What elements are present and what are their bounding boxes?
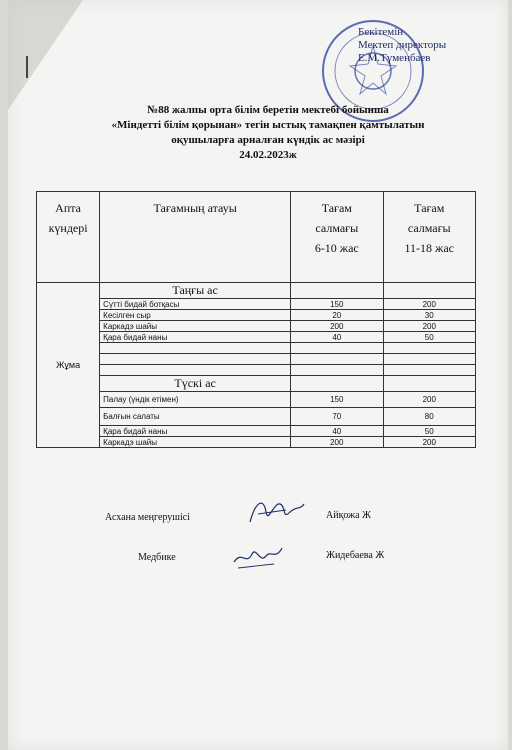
header-day: Апта күндері: [37, 192, 100, 283]
nurse-role: Медбике: [138, 552, 176, 563]
table-row: Палау (үндік етімен) 150 200: [37, 392, 476, 408]
nurse-signature-icon: [230, 540, 286, 574]
document-heading: [78, 103, 458, 163]
table-row: Кесілген сыр 20 30: [37, 310, 476, 321]
lunch-title: Түскі ас: [100, 376, 291, 392]
cook-name: Айқожа Ж: [326, 510, 371, 521]
table-row: Каркадэ шайы 200 200: [37, 321, 476, 332]
cook-role: Асхана меңгерушісі: [105, 512, 190, 523]
margin-mark: [26, 56, 28, 78]
table-row: Балғын салаты 70 80: [37, 408, 476, 426]
cook-signature-icon: [246, 494, 308, 530]
header-weight-6-10: Тағам салмағы 6-10 жас: [291, 192, 383, 283]
document-page: [8, 0, 508, 750]
heading-line-1: №88 жалпы орта білім беретін мектебі бойынша: [147, 104, 389, 116]
day-cell: Жұма: [37, 283, 100, 448]
heading-date: 24.02.2023ж: [239, 149, 297, 161]
table-row: Қара бидай наны 40 50: [37, 332, 476, 343]
empty-row: [37, 343, 476, 354]
table-row: Каркадэ шайы 200 200: [37, 437, 476, 448]
heading-line-2: «Міндетті білім қорынан» тегін ыстық тамақпен қамтылатын: [111, 119, 425, 131]
empty-row: [37, 365, 476, 376]
header-weight-11-18: Тағам салмағы 11-18 жас: [383, 192, 475, 283]
breakfast-title: Таңғы ас: [100, 283, 291, 299]
approval-position: Мектеп директоры: [358, 39, 447, 51]
nurse-name: Жидебаева Ж: [326, 550, 385, 561]
folded-corner: [8, 0, 83, 110]
approval-title: Бекітемін: [358, 26, 404, 38]
menu-table: [36, 191, 476, 448]
table-row: Сүтті бидай ботқасы 150 200: [37, 299, 476, 310]
table-row: Қара бидай наны 40 50: [37, 426, 476, 437]
heading-line-3: оқушыларға арналған күндік ас мәзірі: [171, 134, 365, 146]
empty-row: [37, 354, 476, 365]
approval-block: [358, 26, 446, 65]
approval-name: Е.М.Түменбаев: [358, 52, 431, 64]
header-dish-name: Тағамның атауы: [100, 192, 291, 283]
